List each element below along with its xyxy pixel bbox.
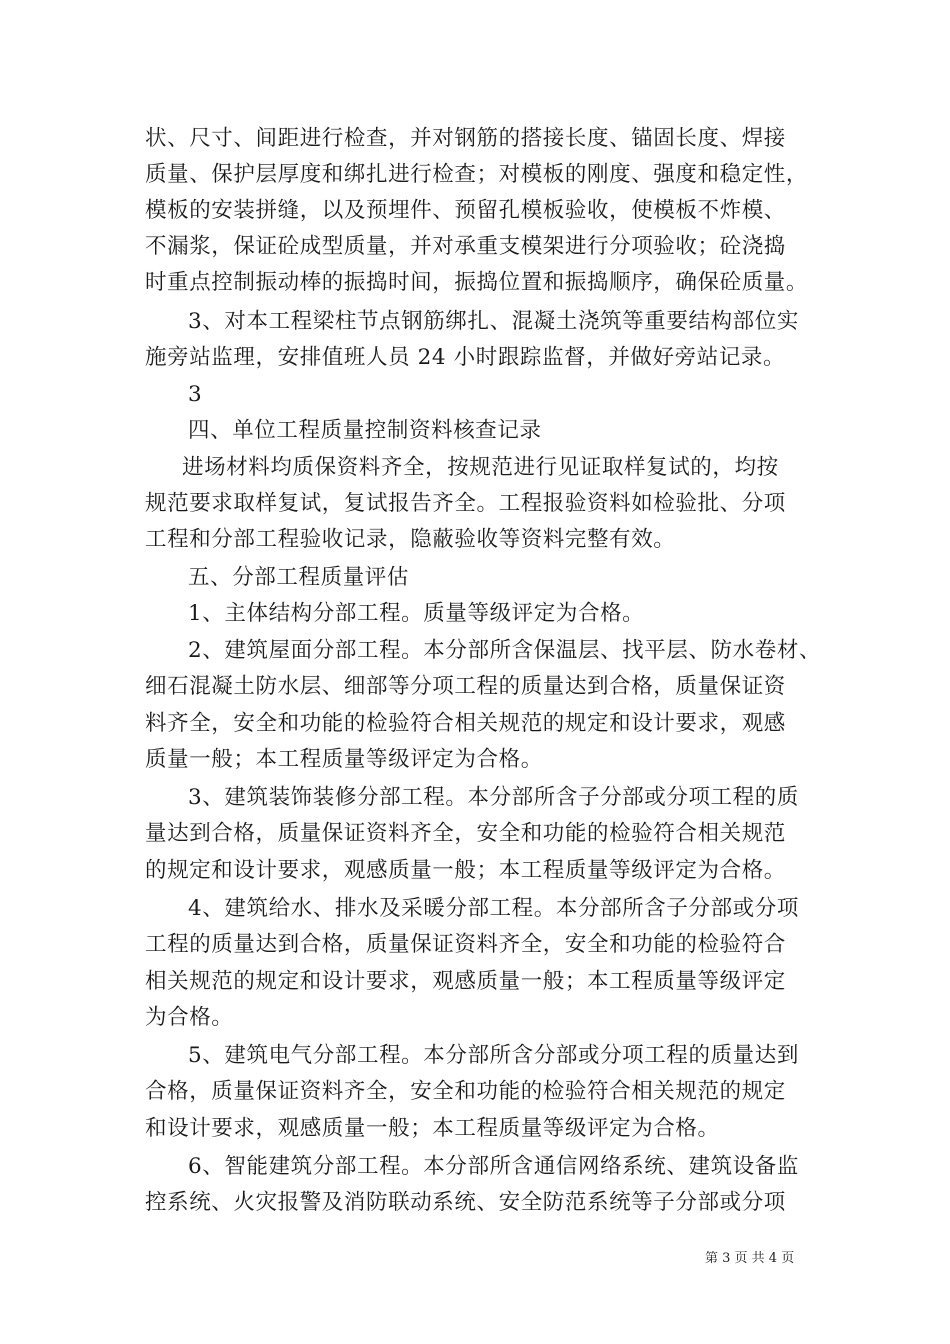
- body-text-line: 1、主体结构分部工程。质量等级评定为合格。: [188, 601, 645, 626]
- section-heading: 四、单位工程质量控制资料核查记录: [188, 418, 542, 443]
- body-text-line: 细石混凝土防水层、细部等分项工程的质量达到合格，质量保证资: [145, 674, 786, 699]
- body-text-line: 6、智能建筑分部工程。本分部所含通信网络系统、建筑设备监: [188, 1154, 799, 1179]
- body-text-line: 不漏浆，保证砼成型质量，并对承重支模架进行分项验收；砼浇捣: [145, 234, 786, 259]
- body-text-line: 模板的安装拼缝，以及预埋件、预留孔模板验收，使模板不炸模、: [145, 198, 786, 223]
- body-text-line: 料齐全，安全和功能的检验符合相关规范的规定和设计要求，观感: [145, 711, 786, 736]
- body-text-line: 进场材料均质保资料齐全，按规范进行见证取样复试的，均按: [182, 455, 779, 480]
- body-text-line: 3、建筑装饰装修分部工程。本分部所含子分部或分项工程的质: [188, 785, 799, 810]
- body-text-line: 的规定和设计要求，观感质量一般；本工程质量等级评定为合格。: [145, 858, 786, 883]
- body-text-line: 为合格。: [145, 1005, 234, 1030]
- section-heading: 五、分部工程质量评估: [188, 565, 410, 590]
- body-text-line: 2、建筑屋面分部工程。本分部所含保温层、找平层、防水卷材、: [188, 638, 822, 663]
- body-text-line: 4、建筑给水、排水及采暖分部工程。本分部所含子分部或分项: [188, 896, 799, 921]
- page-number-marker: 3: [188, 382, 203, 407]
- body-text-line: 相关规范的规定和设计要求，观感质量一般；本工程质量等级评定: [145, 969, 786, 994]
- body-text-line: 和设计要求，观感质量一般；本工程质量等级评定为合格。: [145, 1116, 720, 1141]
- body-text-line: 施旁站监理，安排值班人员 24 小时跟踪监督，并做好旁站记录。: [145, 345, 786, 370]
- body-text-line: 工程和分部工程验收记录，隐蔽验收等资料完整有效。: [145, 527, 676, 552]
- body-text-line: 状、尺寸、间距进行检查，并对钢筋的搭接长度、锚固长度、焊接: [145, 126, 786, 151]
- body-text-line: 5、建筑电气分部工程。本分部所含分部或分项工程的质量达到: [188, 1043, 799, 1068]
- body-text-line: 量达到合格，质量保证资料齐全，安全和功能的检验符合相关规范: [145, 821, 786, 846]
- body-text-line: 控系统、火灾报警及消防联动系统、安全防范系统等子分部或分项: [145, 1190, 786, 1215]
- body-text-line: 质量、保护层厚度和绑扎进行检查；对模板的刚度、强度和稳定性，: [145, 162, 809, 187]
- body-text-line: 质量一般；本工程质量等级评定为合格。: [145, 747, 543, 772]
- body-text-line: 3、对本工程梁柱节点钢筋绑扎、混凝土浇筑等重要结构部位实: [188, 309, 799, 334]
- body-text-line: 合格，质量保证资料齐全，安全和功能的检验符合相关规范的规定: [145, 1079, 786, 1104]
- body-text-line: 时重点控制振动棒的振捣时间，振捣位置和振捣顺序，确保砼质量。: [145, 270, 809, 295]
- body-text-line: 工程的质量达到合格，质量保证资料齐全，安全和功能的检验符合: [145, 932, 786, 957]
- page-footer: 第 3 页 共 4 页: [705, 1251, 795, 1266]
- body-text-line: 规范要求取样复试，复试报告齐全。工程报验资料如检验批、分项: [145, 491, 786, 516]
